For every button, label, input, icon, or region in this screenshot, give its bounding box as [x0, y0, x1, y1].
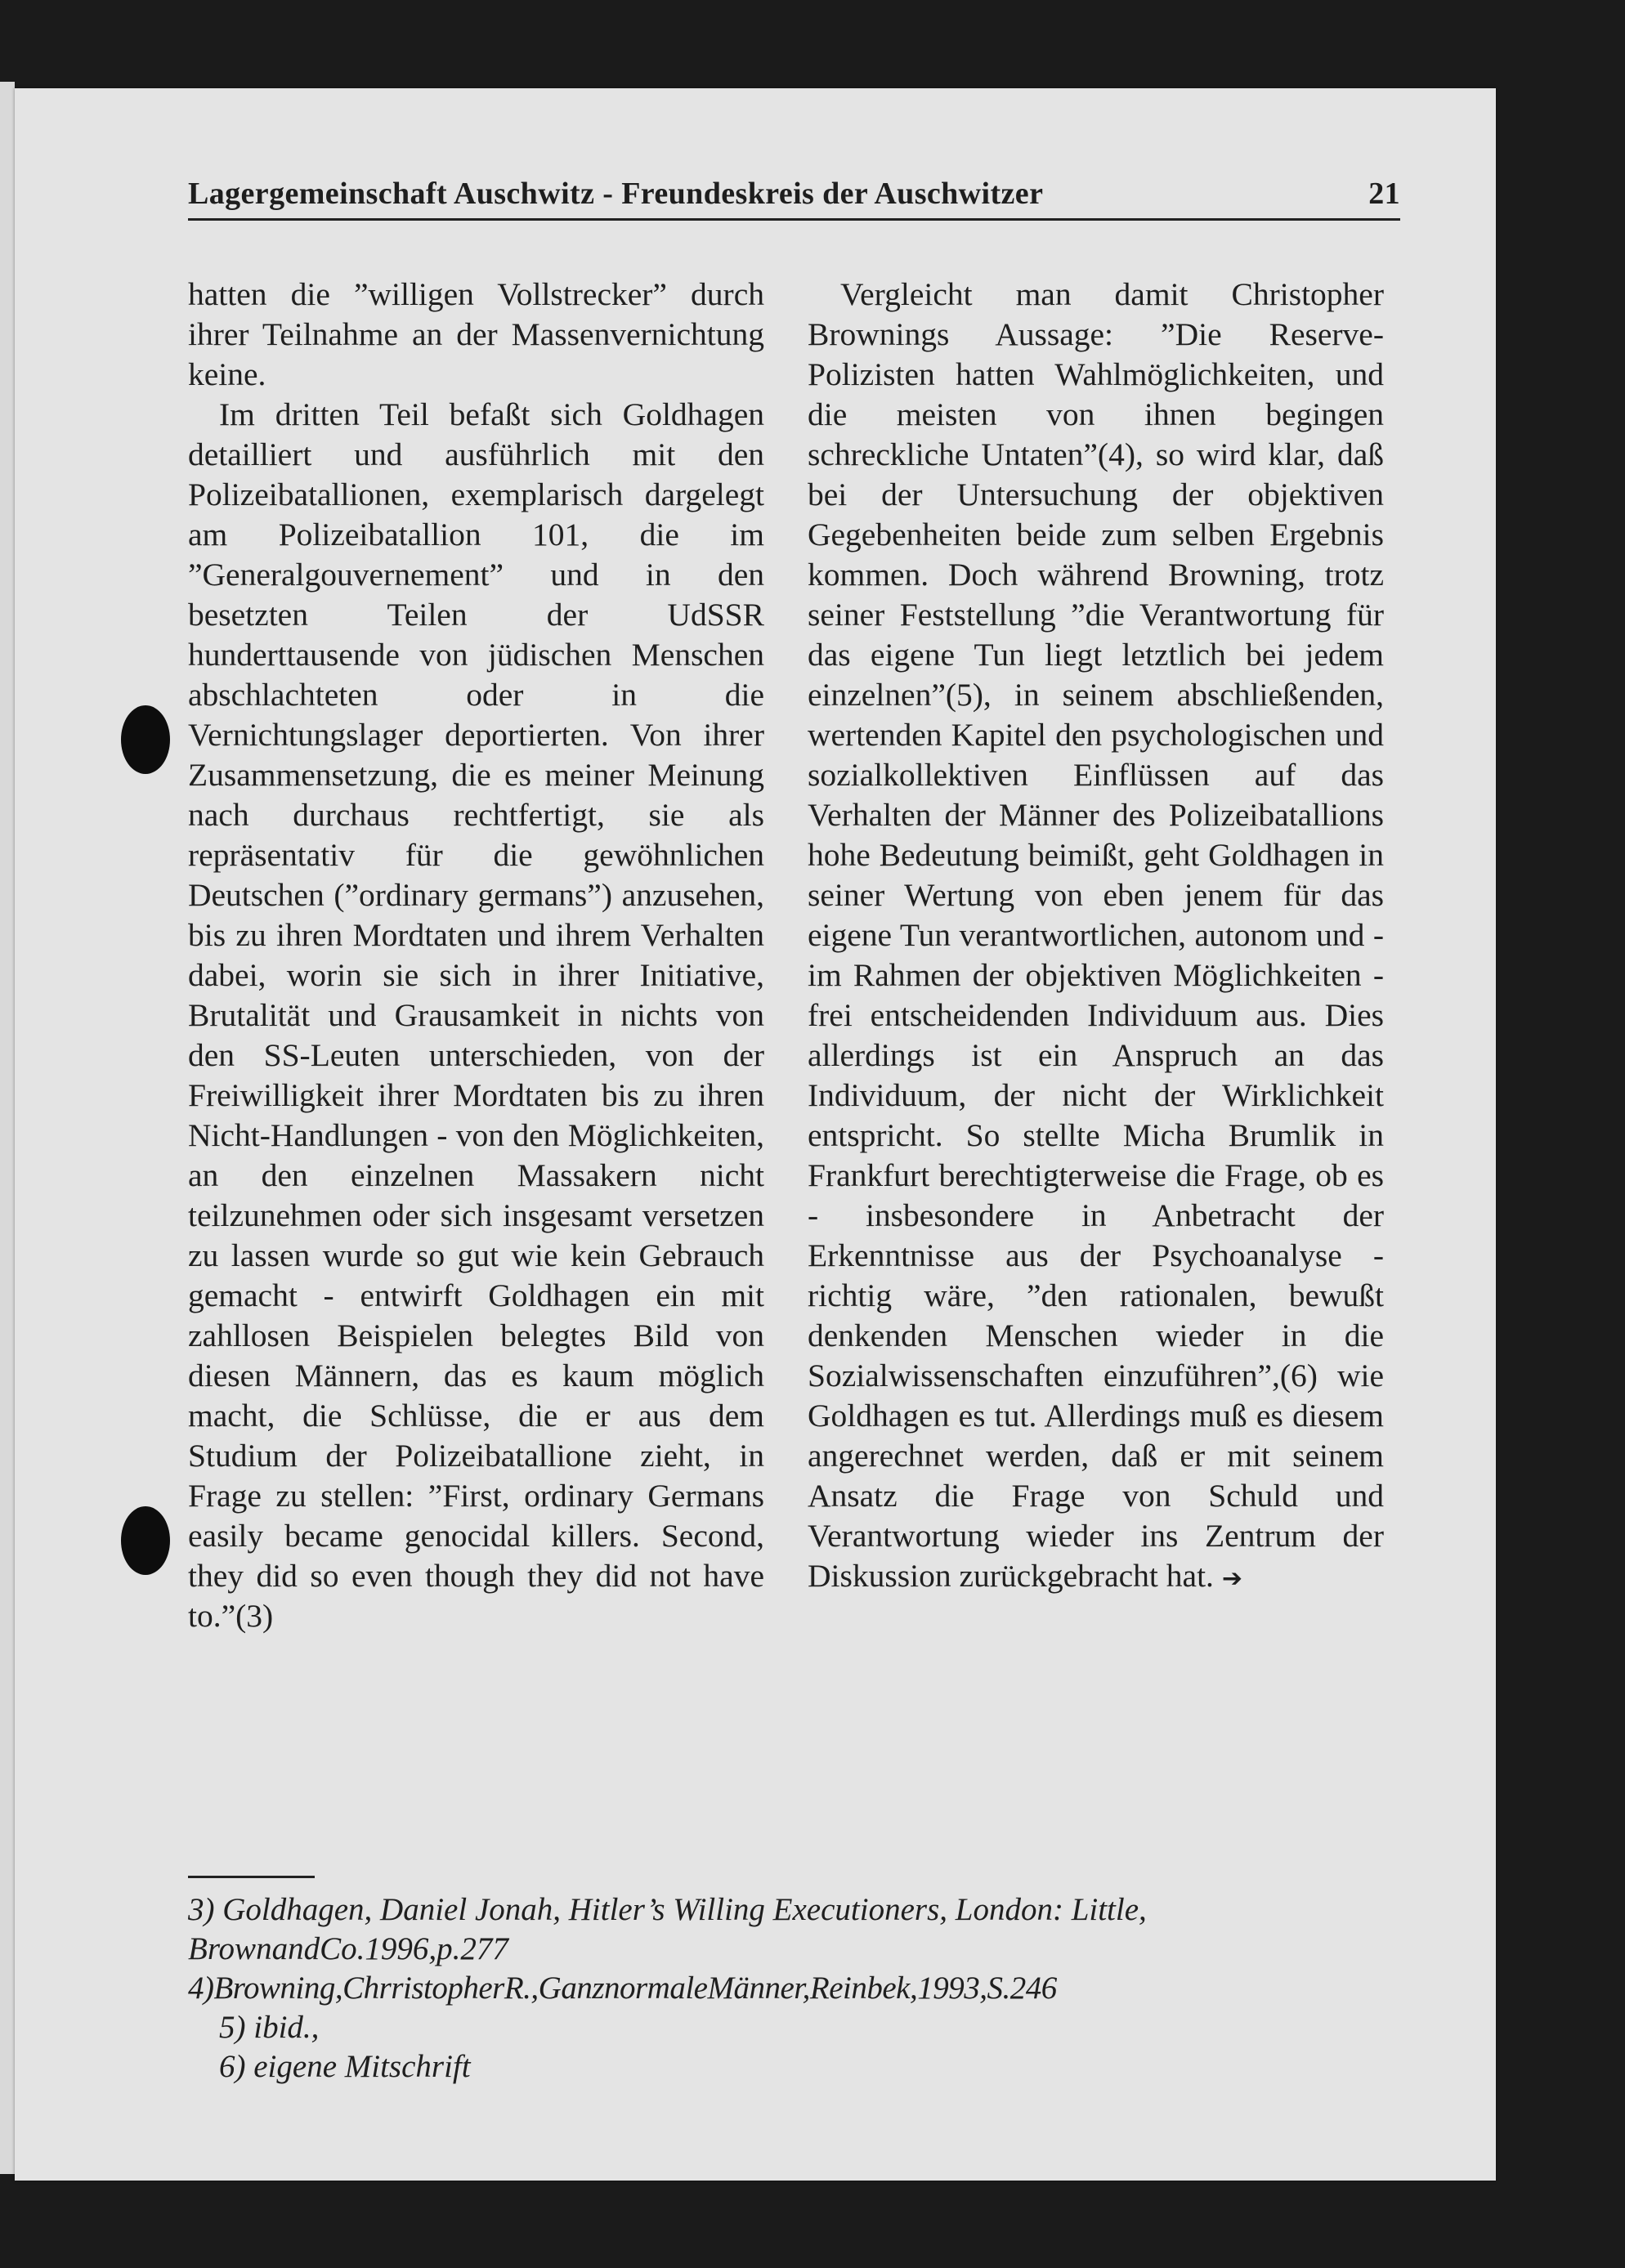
- paragraph-text: Vergleicht man damit Christopher Brownings Aussage: ”Die Reserve-Polizisten hatten Wahlmöglichkeiten, und die meisten von ihnen begingen schreckliche Untaten”(4), so wird klar, daß bei der Untersuchung der objektiven Gegebenheiten beide zum selben Ergebnis kommen. Doch während Browning, trotz seiner Feststellung ”die Verantwortung für das eigene Tun liegt letztlich bei jedem einzelnen”(5), in seinem abschließenden, wertenden Kapitel den psychologischen und sozialkollektiven Einflüssen auf das Verhalten der Männer des Polizeibatallions hohe Bedeutung beimißt, geht Goldhagen in seiner Wertung von eben jenem für das eigene Tun verantwortlichen, autonom und - im Rahmen der objektiven Möglichkeiten - frei entscheidenden Individuum aus. Dies allerdings ist ein Anspruch an das Individuum, der nicht der Wirklichkeit entspricht. So stellte Micha Brumlik in Frankfurt berechtigterweise die Frage, ob es - insbesondere in Anbetracht der Erkenntnisse aus der Psychoanalyse - richtig wäre, ”den rationalen, bewußt denkenden Menschen wieder in die Sozialwissenschaften einzuführen”,(6) wie Goldhagen es tut. Allerdings muß es diesem angerechnet werden, daß er mit seinem Ansatz die Frage von Schuld und Verantwortung wieder ins Zentrum der Diskussion zurückgebracht hat.: [808, 276, 1384, 1594]
- paragraph: Im dritten Teil befaßt sich Goldhagen detailliert und ausführlich mit den Polizeibatallionen, exemplarisch dargelegt am Polizeibatallion 101, die im ”Generalgouvernement” und in den besetzten Teilen der UdSSR hunderttausende von jüdischen Menschen abschlachteten oder in die Vernichtungslager deportierten. Von ihrer Zusammensetzung, die es meiner Meinung nach durchaus rechtfertigt, sie als repräsentativ für die gewöhnlichen Deutschen (”ordinary germans”) anzusehen, bis zu ihren Mordtaten und ihrem Verhalten dabei, worin sie sich in ihrer Initiative, Brutalität und Grausamkeit in nichts von den SS-Leuten unterschieden, von der Freiwilligkeit ihrer Mordtaten bis zu ihren Nicht-Handlungen - von den Möglichkeiten, an den einzelnen Massakern nicht teilzunehmen oder sich insgesamt versetzen zu lassen wurde so gut wie kein Gebrauch gemacht - entwirft Goldhagen ein mit zahllosen Beispielen belegtes Bild von diesen Männern, das es kaum möglich macht, die Schlüsse, die er aus dem Studium der Polizeibatallione zieht, in Frage zu stellen: ”First, ordinary Germans easily became genocidal killers. Second, they did so even though they did not have to.”(3): [188, 396, 764, 1634]
- adjacent-page-edge: [0, 82, 15, 2174]
- header-title: Lagergemeinschaft Auschwitz - Freundeskreis der Auschwitzer: [188, 177, 1044, 211]
- right-column: [808, 275, 1384, 1599]
- left-column: [188, 275, 764, 1636]
- paragraph: [808, 275, 1384, 1599]
- paragraph: hatten die ”willigen Vollstrecker” durch ihrer Teilnahme an der Massenvernichtung keine.: [188, 276, 764, 392]
- punch-hole: [121, 1506, 170, 1575]
- document-page: [15, 88, 1496, 2181]
- page-number: 21: [1368, 177, 1400, 211]
- footnotes: [188, 1890, 1400, 2087]
- punch-hole: [121, 705, 170, 774]
- footnote-5: 5) ibid.,: [219, 2010, 320, 2045]
- footnote-3: 3) Goldhagen, Daniel Jonah, Hitler’s Willing Executioners, London: Little, BrownandCo.1996,p.277: [188, 1892, 1147, 1966]
- footnote-6: 6) eigene Mitschrift: [219, 2049, 471, 2084]
- continue-arrow-icon: ➔: [1221, 1564, 1243, 1593]
- footnote-4: 4)Browning,ChrristopherR.,GanznormaleMänner,Reinbek,1993,S.246: [188, 1971, 1057, 2006]
- footnote-divider: [188, 1876, 315, 1878]
- running-header: [188, 170, 1400, 221]
